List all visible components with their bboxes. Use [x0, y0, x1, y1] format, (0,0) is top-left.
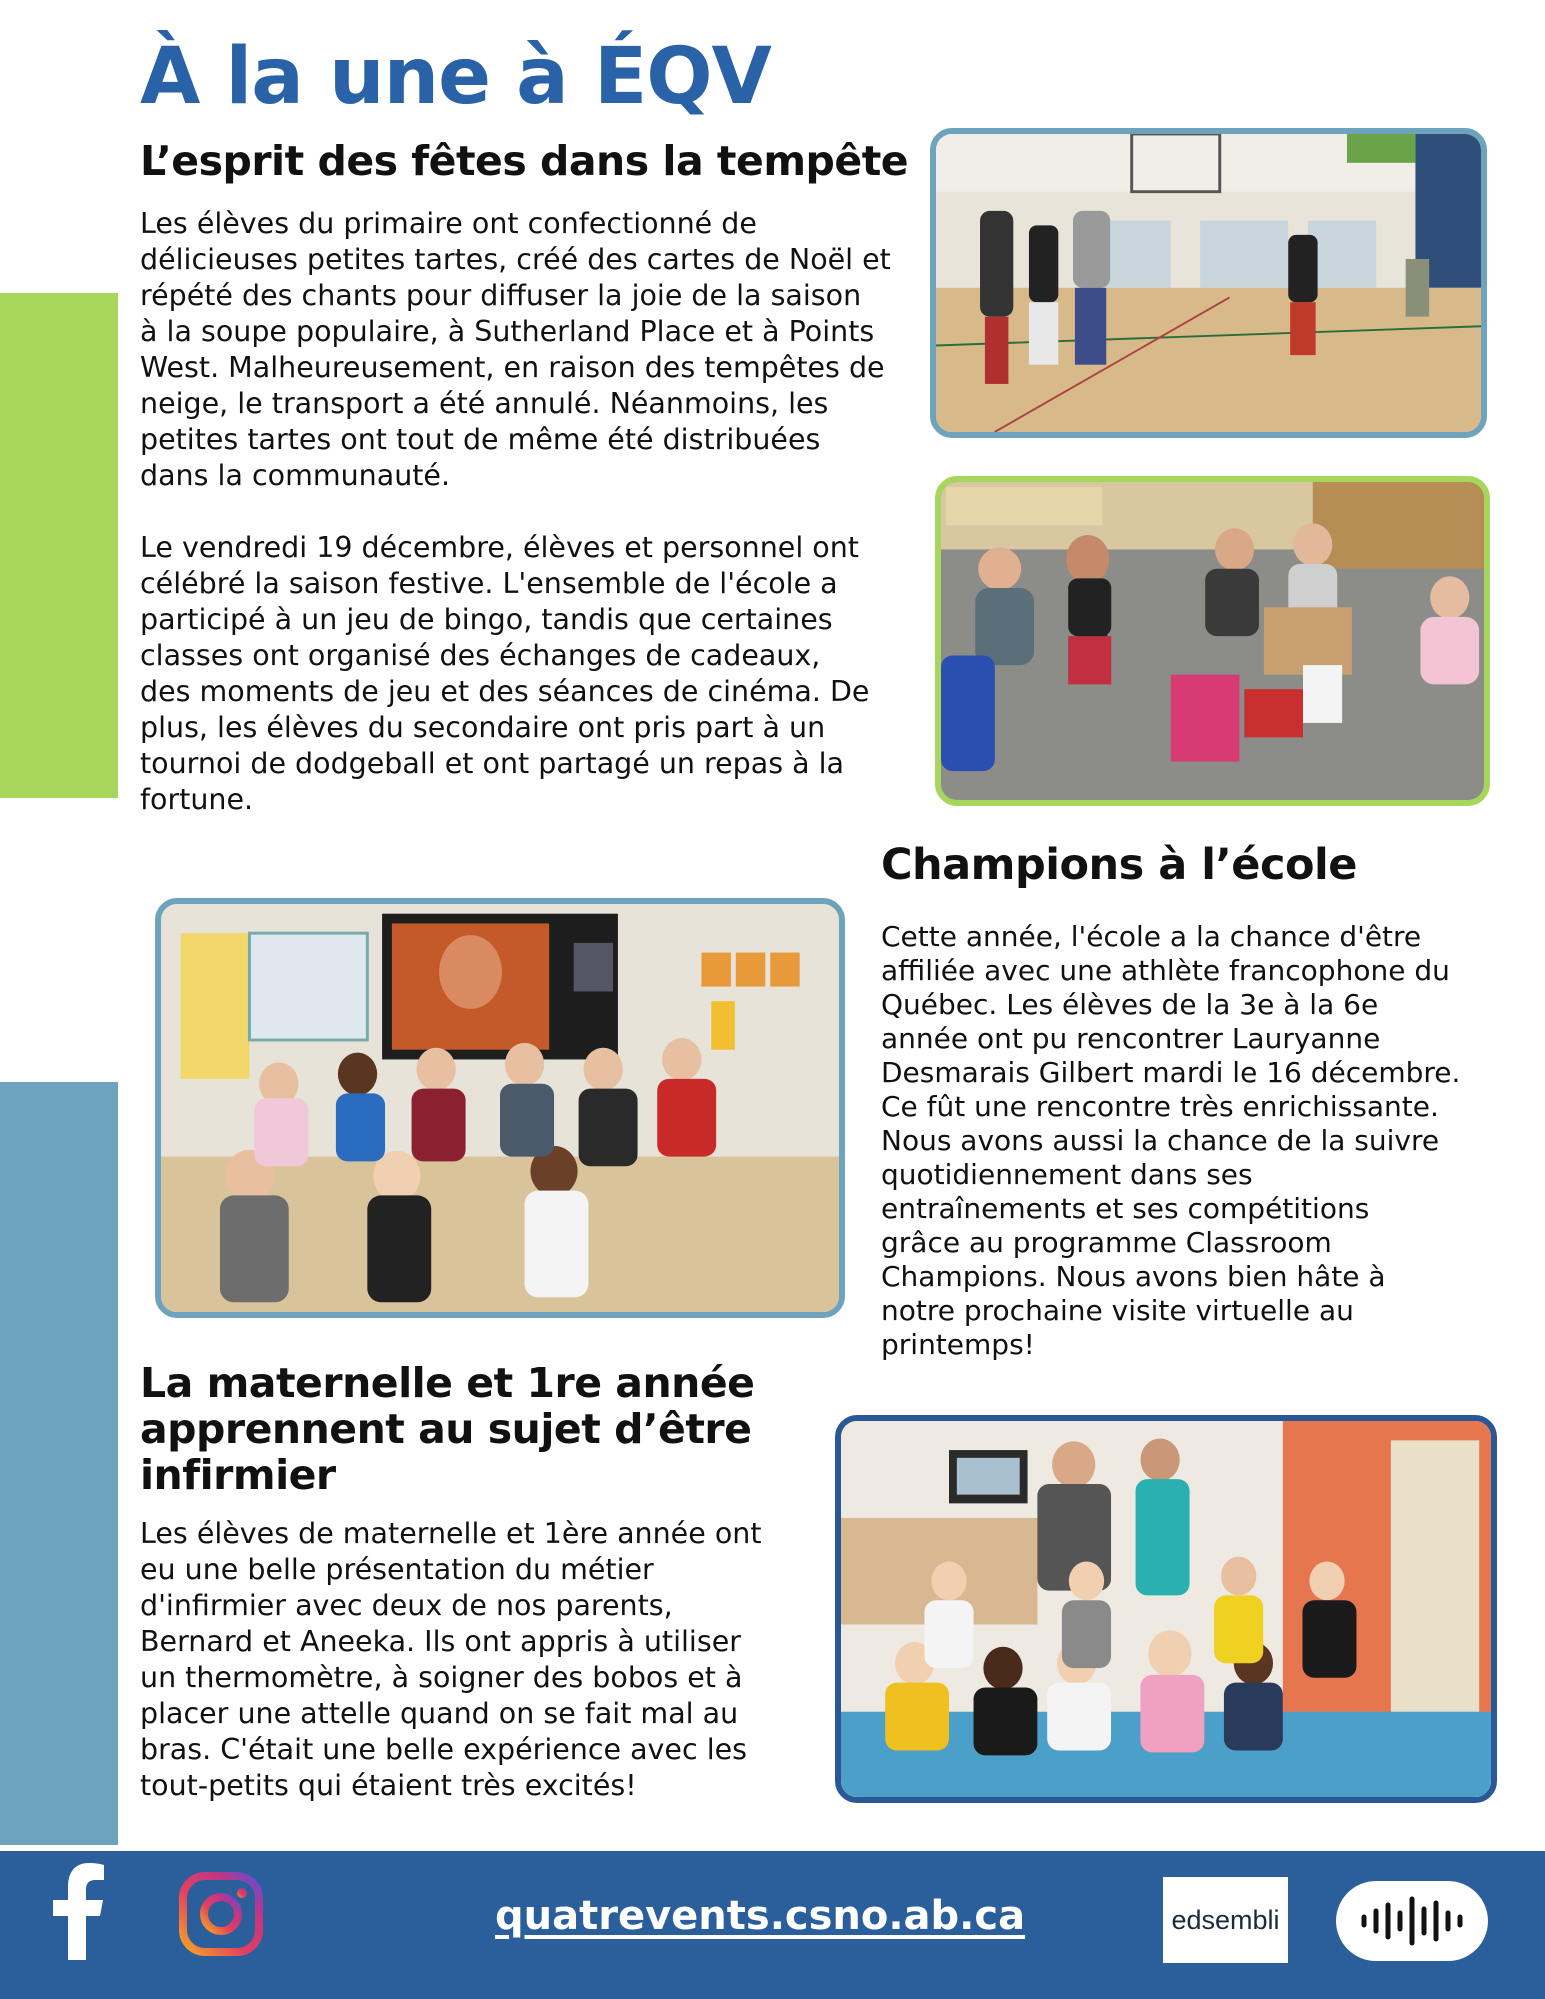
facebook-icon[interactable]	[48, 1860, 108, 1960]
edsembli-logo[interactable]: edsembli	[1163, 1877, 1288, 1963]
class-with-athlete-video-call-photo	[155, 898, 845, 1318]
article-festive-paragraph-2: Le vendredi 19 décembre, élèves et personnel ont célébré la saison festive. L'ensemble de l'école a participé à un jeu de bingo, tandis que certaines classes ont organisé des échanges de cadeaux, des moments de jeu et des séances de cinéma. De plus, les élèves du secondaire ont pris part à un tournoi de dodgeball et ont partagé un repas à la fortune.	[140, 531, 870, 816]
article-heading-festive-spirit: L’esprit des fêtes dans la tempête	[140, 137, 909, 185]
kindergarten-nurse-visit-photo	[835, 1415, 1497, 1803]
page-title: À la une à ÉQV	[140, 32, 771, 122]
classroom-gift-exchange-photo	[935, 476, 1490, 806]
blue-accent-bar	[0, 1082, 118, 1845]
school-website-link[interactable]: quatrevents.csno.ab.ca	[495, 1893, 1026, 1939]
article-festive-paragraph-1: Les élèves du primaire ont confectionné de délicieuses petites tartes, créé des cartes de Noël et répété des chants pour diffuser la joie de la saison à la soupe populaire, à Sutherland Place et à Points West. Malheureusement, en raison des tempêtes de neige, le transport a été annulé. Néanmoins, les petites tartes ont tout de même été distribuées dans la communauté.	[140, 207, 891, 492]
green-accent-bar	[0, 293, 118, 798]
article-champions-paragraph: Cette année, l'école a la chance d'être affiliée avec une athlète francophone du Québec. Les élèves de la 3e à la 6e année ont pu rencontrer Lauryanne Desmarais Gilbert mardi le 16 décembre. Ce fût une rencontre très enrichissante. Nous avons aussi la chance de la suivre quotidiennement dans ses entraînements et ses compétitions grâce au programme Classroom Champions. Nous avons bien hâte à notre prochaine visite virtuelle au printemps!	[881, 920, 1461, 1361]
article-heading-nurse: La maternelle et 1re année apprennent au sujet d’être infirmier	[140, 1359, 755, 1499]
gym-dodgeball-photo	[930, 128, 1487, 438]
instagram-icon[interactable]	[178, 1871, 264, 1957]
article-heading-champions: Champions à l’école	[881, 840, 1357, 890]
article-nurse-paragraph: Les élèves de maternelle et 1ère année ont eu une belle présentation du métier d'infirmier avec deux de nos parents, Bernard et Aneeka. Ils ont appris à utiliser un thermomètre, à soigner des bobos et à placer une attelle quand on se fait mal au bras. C'était une belle expérience avec les tout-petits qui étaient très excités!	[140, 1517, 762, 1802]
podcast-icon[interactable]	[1336, 1881, 1488, 1961]
